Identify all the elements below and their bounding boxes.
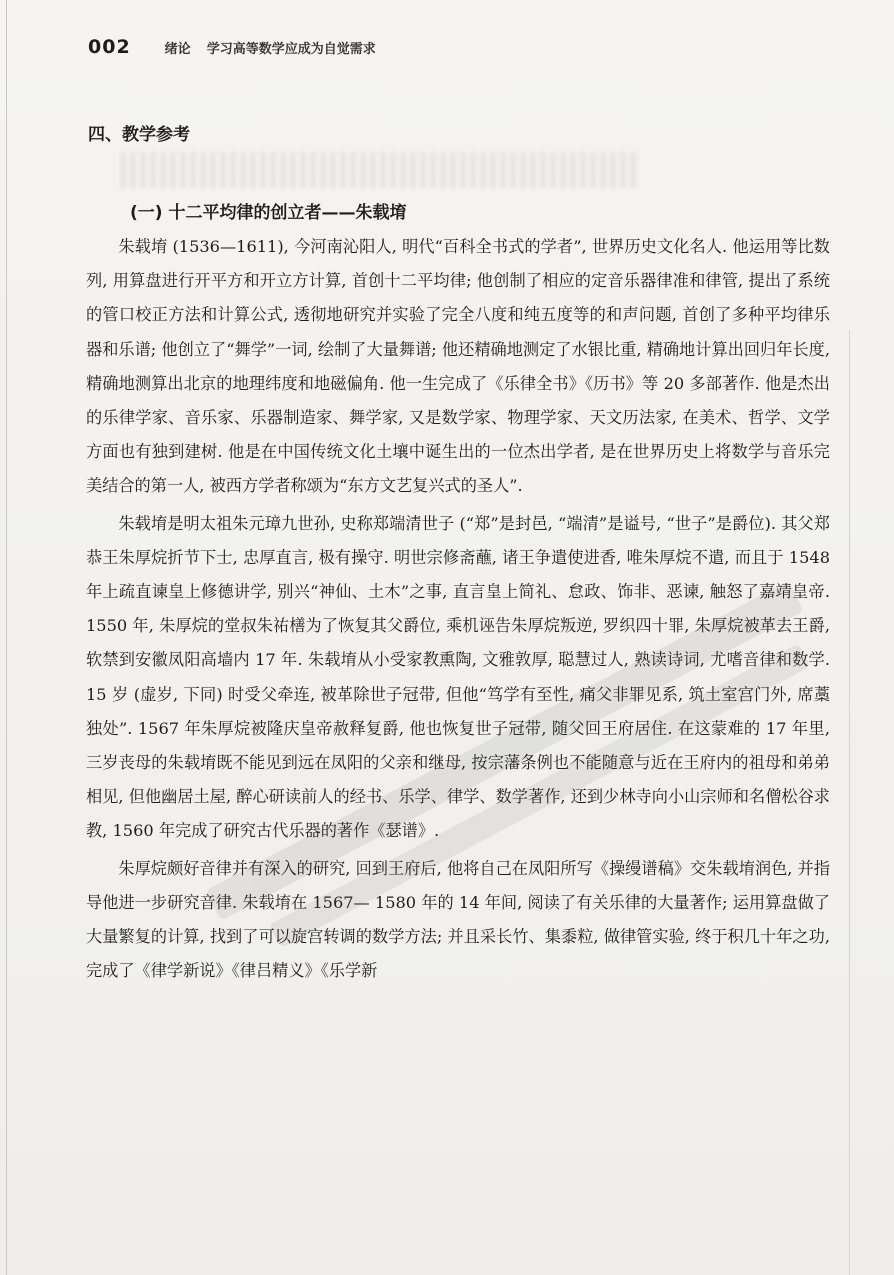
page-edge-line: [6, 0, 7, 1275]
chapter-label: 绪论: [164, 42, 191, 57]
running-header: [88, 36, 848, 64]
section-heading: 四、教学参考: [88, 125, 190, 145]
scan-margin-line: [849, 330, 850, 1275]
paragraph-2: 朱载堉是明太祖朱元璋九世孙, 史称郑端清世子 (“郑”是封邑, “端清”是谥号, “世子”是爵位). 其父郑恭王朱厚烷折节下士, 忠厚直言, 极有操守. 明世宗修斋蘸, 诸王争遣使进香, 唯朱厚烷不遣, 而且于 1548 年上疏直谏皇上修德讲学, 别兴“神仙、土木”之事, 直言皇上简礼、怠政、饰非、恶谏, 触怒了嘉靖皇帝. 1550 年, 朱厚烷的堂叔朱祐橏为了恢复其父爵位, 乘机诬告朱厚烷叛逆, 罗织四十罪, 朱厚烷被革去王爵, 软禁到安徽凤阳高墙内 17 年. 朱载堉从小受家教熏陶, 文雅敦厚, 聪慧过人, 熟读诗词, 尤嗜音律和数学. 15 岁 (虚岁, 下同) 时受父牵连, 被革除世子冠带, 但他“笃学有至性, 痛父非罪见系, 筑土室宫门外, 席藁独处”. 1567 年朱厚烷被隆庆皇帝赦释复爵, 他也恢复世子冠带, 随父回王府居住. 在这蒙难的 17 年里, 三岁丧母的朱载堉既不能见到远在凤阳的父亲和继母, 按宗藩条例也不能随意与近在王府内的祖母和弟弟相见, 但他幽居土屋, 醉心研读前人的经书、乐学、律学、数学著作, 还到少林寺向小山宗师和名僧松谷求教, 1560 年完成了研究古代乐器的著作《瑟谱》.: [86, 513, 830, 841]
chapter-title: 学习高等数学应成为自觉需求: [206, 42, 376, 57]
paragraph-3: 朱厚烷颇好音律并有深入的研究, 回到王府后, 他将自己在凤阳所写《操缦谱稿》交朱载堉润色, 并指导他进一步研究音律. 朱载堉在 1567— 1580 年的 14 年间, 阅读了有关乐律的大量著作; 运用算盘做了大量繁复的计算, 找到了可以旋宫转调的数学方法; 并且采长竹、集黍粒, 做律管实验, 终于积几十年之功, 完成了《律学新说》《律吕精义》《乐学新: [86, 858, 830, 981]
article-body: [86, 230, 830, 988]
paragraph-1: 朱载堉 (1536—1611), 今河南沁阳人, 明代“百科全书式的学者”, 世界历史文化名人. 他运用等比数列, 用算盘进行开平方和开立方计算, 首创十二平均律; 他创制了相应的定音乐器律准和律管, 提出了系统的管口校正方法和计算公式, 透彻地研究并实验了完全八度和纯五度等的和声问题, 首创了多种平均律乐器和乐谱; 他创立了“舞学”一词, 绘制了大量舞谱; 他还精确地测定了水银比重, 精确地计算出回归年长度, 精确地测算出北京的地理纬度和地磁偏角. 他一生完成了《乐律全书》《历书》等 20 多部著作. 他是杰出的乐律学家、音乐家、乐器制造家、舞学家, 又是数学家、物理学家、天文历法家, 在美术、哲学、文学方面也有独到建树. 他是在中国传统文化土壤中诞生出的一位杰出学者, 是在世界历史上将数学与音乐完美结合的第一人, 被西方学者称颂为“东方文艺复兴式的圣人”.: [86, 237, 830, 496]
running-head-text: [165, 38, 376, 57]
subsection-heading: (一) 十二平均律的创立者——朱载堉: [130, 203, 407, 223]
page-number: 002: [88, 36, 131, 58]
scan-smudge: [120, 152, 640, 188]
